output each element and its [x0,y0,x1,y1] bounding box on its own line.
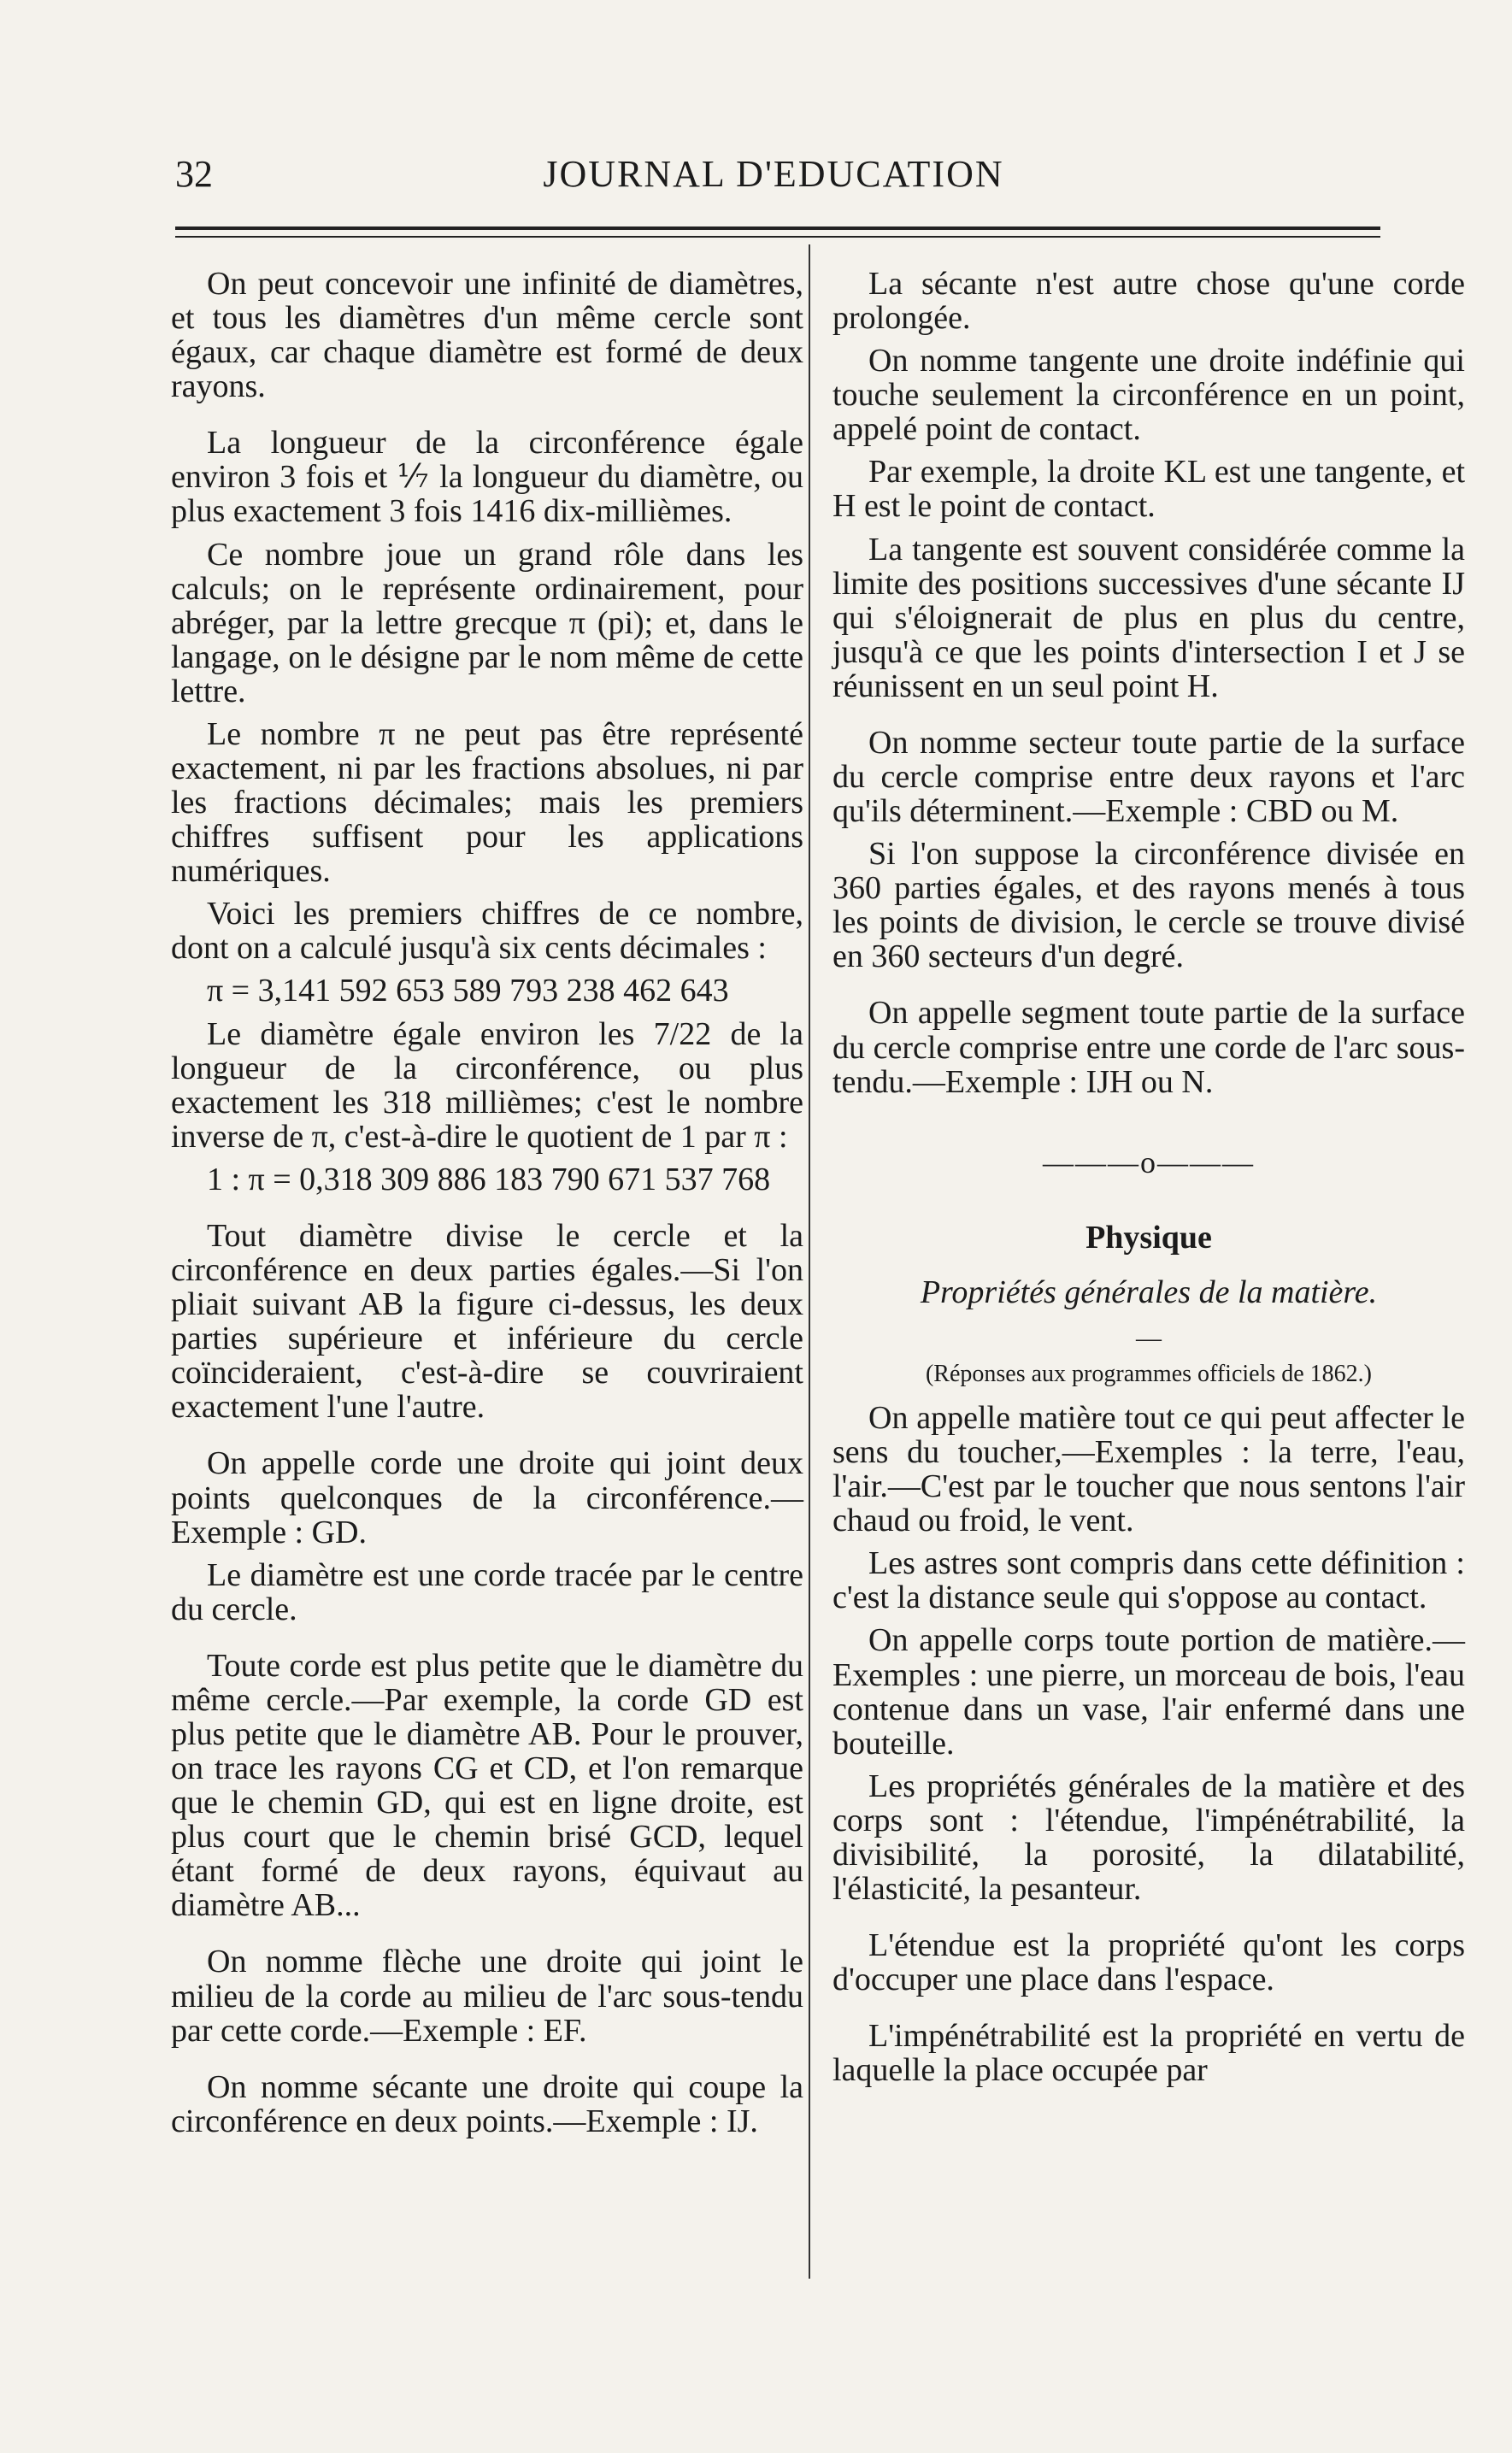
paragraph: On nomme sécante une droite qui coupe la circonférence en deux points.—Exemple : IJ. [171,2068,803,2139]
paragraph: Si l'on suppose la circonférence divisée en 360 parties égales, et des rayons menés à tous les points de division, le cercle se trouve divisé en 360 secteurs d'un degré. [832,836,1465,975]
section-subtitle: Propriétés générales de la matière. [920,1274,1378,1310]
column-divider [809,244,810,2279]
left-column [171,267,803,2147]
right-column [832,267,1465,2096]
page-header [175,152,1372,203]
paragraph: Ce nombre joue un grand rôle dans les calculs; on le représente ordinairement, pour abréger, par la lettre grecque π (pi); et, dans le langage, on le désigne par le nom même de cette lettre. [171,536,803,709]
paragraph: On nomme tangente une droite indéfinie qui touche seulement la circonférence en un point, appelé point de contact. [832,343,1465,448]
program-note: (Réponses aux programmes officiels de 1862.) [925,1361,1373,1388]
paragraph: On nomme flèche une droite qui joint le milieu de la corde au milieu de l'arc sous-tendu par cette corde.—Exemple : EF. [171,1944,803,2049]
paragraph: Le diamètre égale environ les 7/22 de la longueur de la circonférence, ou plus exactement les 318 millièmes; c'est le nombre inverse de π, c'est-à-dire le quotient de 1 par π : [171,1015,803,1155]
header-rule-thin [175,236,1380,238]
page-number: 32 [175,153,213,195]
inverse-pi-value: 1 : π = 0,318 309 886 183 790 671 537 768 [207,1161,771,1197]
paragraph: On appelle corps toute portion de matière.—Exemples : une pierre, un morceau de bois, l'eau contenue dans un vase, l'air enfermé dans une bouteille. [832,1622,1465,1762]
paragraph: Les propriétés générales de la matière et des corps sont : l'étendue, l'impénétrabilité, la divisibilité, la porosité, la dilatabilité, l'élasticité, la pesanteur. [832,1768,1465,1908]
paragraph: Toute corde est plus petite que le diamètre du même cercle.—Par exemple, la corde GD est plus petite que le diamètre AB. Pour le prouver, on trace les rayons CG et CD, et l'on remarque que le chemin GD, qui est en ligne droite, est plus court que le chemin brisé GCD, lequel étant formé de deux rayons, équivaut au diamètre AB... [171,1647,803,1924]
paragraph: La tangente est souvent considérée comme la limite des positions successives d'une sécante IJ qui s'éloignerait de plus en plus du centre, jusqu'à ce que les points d'intersection I et J se réunissent en un seul point H. [832,531,1465,704]
paragraph: L'impénétrabilité est la propriété en vertu de laquelle la place occupée par [832,2018,1465,2089]
paragraph: On appelle segment toute partie de la surface du cercle comprise entre une corde de l'arc sous-tendu.—Exemple : IJH ou N. [832,995,1465,1100]
paragraph: Le nombre π ne peut pas être représenté exactement, ni par les fractions absolues, ni par les fractions décimales; mais les premiers chiffres suffisent pour les applications numériques. [171,715,803,890]
header-rule-thick [175,226,1380,230]
paragraph: Tout diamètre divise le cercle et la circonférence en deux parties égales.—Si l'on pliait suivant AB la figure ci-dessus, les deux parties supérieure et inférieure du cercle coïncideraient, c'est-à-dire se couvriraient exactement l'une l'autre. [171,1217,803,1426]
section-separator: ———o——— [1043,1144,1255,1179]
paragraph: On nomme secteur toute partie de la surface du cercle comprise entre deux rayons et l'arc qu'ils déterminent.—Exemple : CBD ou M. [832,724,1465,830]
paragraph: On appelle corde une droite qui joint deux points quelconques de la circonférence.—Exemple : GD. [171,1445,803,1550]
section-title: Physique [1085,1219,1212,1256]
paragraph: Le diamètre est une corde tracée par le centre du cercle. [171,1556,803,1627]
pi-value: π = 3,141 592 653 589 793 238 462 643 [207,973,729,1009]
subtitle-dash: — [1136,1323,1162,1352]
paragraph: Les astres sont compris dans cette définition : c'est la distance seule qui s'oppose au contact. [832,1545,1465,1616]
paragraph: On appelle matière tout ce qui peut affecter le sens du toucher,—Exemples : la terre, l'eau, l'air.—C'est par le toucher que nous sentons l'air chaud ou froid, le vent. [832,1400,1465,1539]
paragraph: La longueur de la circonférence égale environ 3 fois et ⅐ la longueur du diamètre, ou plus exactement 3 fois 1416 dix-millièmes. [171,425,803,530]
paragraph: Voici les premiers chiffres de ce nombre, dont on a calculé jusqu'à six cents décimales : [171,896,803,967]
paragraph: La sécante n'est autre chose qu'une corde prolongée. [832,266,1465,337]
paragraph: L'étendue est la propriété qu'ont les corps d'occuper une place dans l'espace. [832,1927,1465,1998]
journal-title: JOURNAL D'EDUCATION [543,153,1004,195]
paragraph: Par exemple, la droite KL est une tangente, et H est le point de contact. [832,454,1465,525]
paragraph: On peut concevoir une infinité de diamètres, et tous les diamètres d'un même cercle sont égaux, car chaque diamètre est formé de deux rayons. [171,266,803,405]
